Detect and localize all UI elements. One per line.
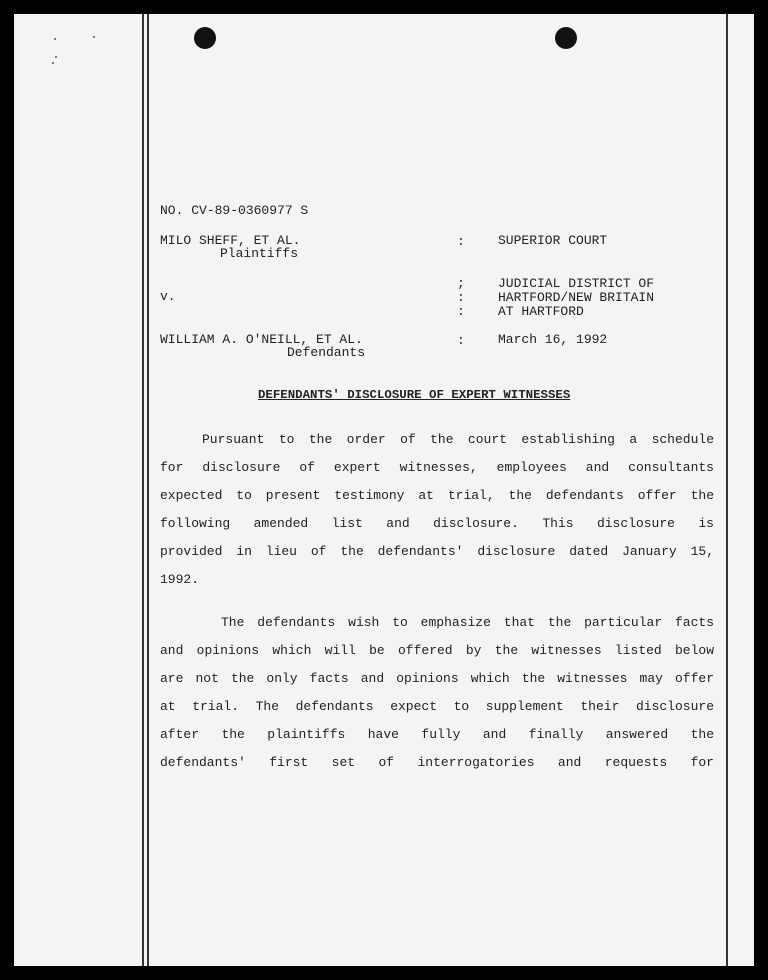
versus: v.: [160, 289, 176, 304]
punch-hole-right: [555, 27, 577, 49]
caption-colon: :: [457, 290, 465, 305]
scan-speck: [54, 38, 56, 40]
plaintiff-name: MILO SHEFF, ET AL.: [160, 233, 301, 248]
court-name: SUPERIOR COURT: [498, 233, 608, 248]
paragraph-2-line: at trial. The defendants expect to supplement their disclosure: [160, 699, 714, 714]
paragraph-1-line: 1992.: [160, 572, 200, 587]
paragraph-2-line: The defendants wish to emphasize that the particular facts: [221, 615, 714, 630]
paragraph-1-line: following amended list and disclosure. This disclosure is: [160, 516, 714, 531]
defendant-name: WILLIAM A. O'NEILL, ET AL.: [160, 332, 363, 347]
plaintiff-role: Plaintiffs: [220, 246, 299, 261]
district-line-1: JUDICIAL DISTRICT OF: [498, 276, 655, 291]
paragraph-1-line: Pursuant to the order of the court establishing a schedule: [202, 432, 714, 447]
scan-speck: [93, 36, 95, 38]
paragraph-2-line: after the plaintiffs have fully and finally answered the: [160, 727, 714, 742]
filing-date: March 16, 1992: [498, 332, 608, 347]
paragraph-1-line: for disclosure of expert witnesses, employees and consultants: [160, 460, 714, 475]
defendant-role: Defendants: [287, 345, 366, 360]
case-number: NO. CV-89-0360977 S: [160, 203, 309, 218]
district-line-2: HARTFORD/NEW BRITAIN: [498, 290, 655, 305]
punch-hole-left: [194, 27, 216, 49]
paragraph-2-line: and opinions which will be offered by the witnesses listed below: [160, 643, 714, 658]
right-margin-line: [726, 14, 728, 966]
scan-speck: [55, 56, 57, 58]
left-margin-line-inner: [147, 14, 149, 966]
paragraph-1-line: provided in lieu of the defendants' disclosure dated January 15,: [160, 544, 714, 559]
caption-colon: ;: [457, 276, 465, 291]
scan-speck: [52, 62, 54, 64]
paragraph-1-line: expected to present testimony at trial, the defendants offer the: [160, 488, 714, 503]
document-page: [14, 14, 754, 966]
district-line-3: AT HARTFORD: [498, 304, 584, 319]
caption-colon: :: [457, 333, 465, 348]
paragraph-2-line: are not the only facts and opinions which the witnesses may offer: [160, 671, 714, 686]
left-margin-line: [142, 14, 144, 966]
document-title: DEFENDANTS' DISCLOSURE OF EXPERT WITNESSES: [258, 388, 571, 402]
paragraph-2-line: defendants' first set of interrogatories and requests for: [160, 755, 714, 770]
caption-colon: :: [457, 304, 465, 319]
caption-colon: :: [457, 234, 465, 249]
